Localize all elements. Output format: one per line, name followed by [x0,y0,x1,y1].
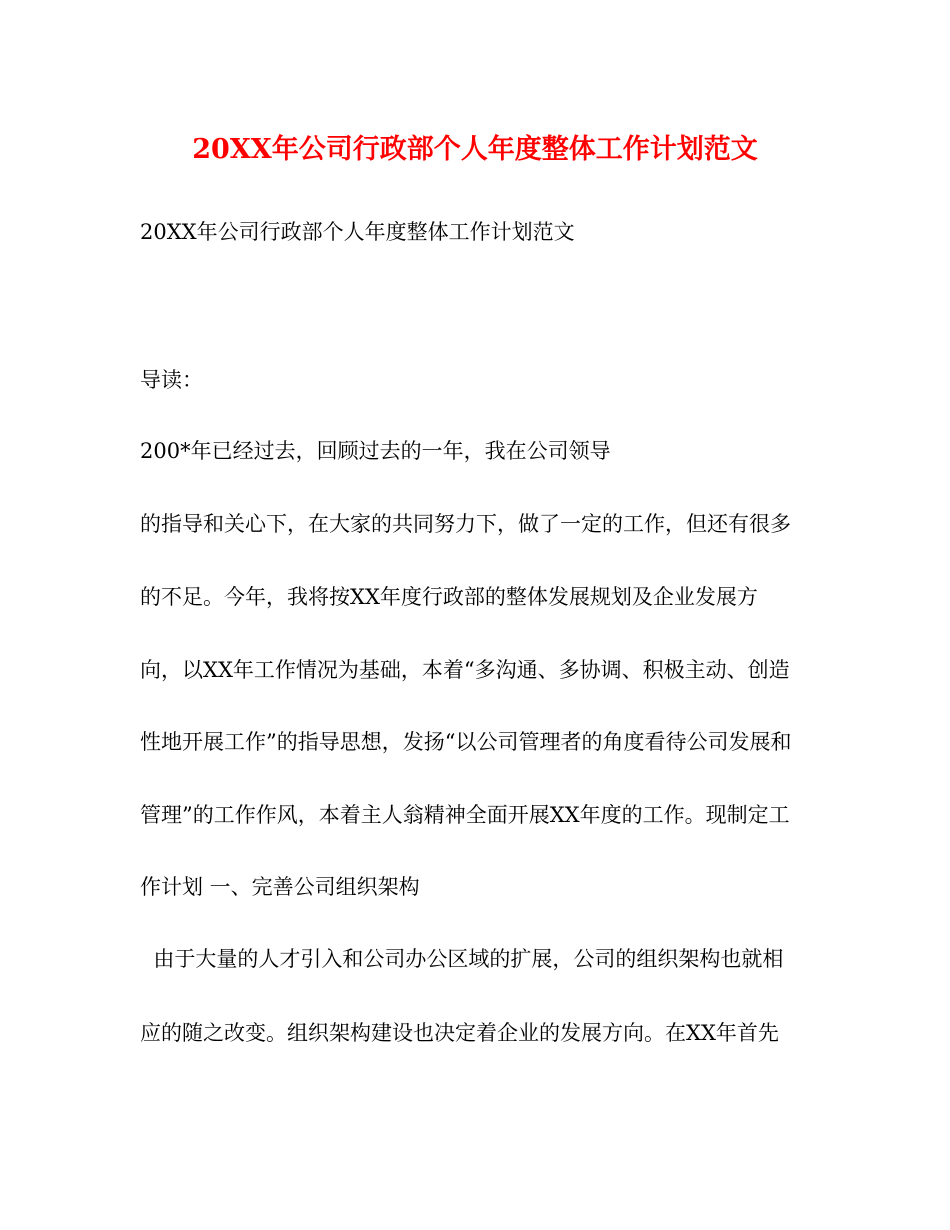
paragraph-line: 200*年已经过去，回顾过去的一年，我在公司领导 [140,439,611,463]
paragraph-line: 向，以XX年工作情况为基础，本着“多沟通、多协调、积极主动、创造 [140,658,790,682]
paragraph-line: 导读： [140,368,203,392]
paragraph-line: 由于大量的人才引入和公司办公区域的扩展，公司的组织架构也就相 [140,947,784,971]
document-subtitle: 20XX年公司行政部个人年度整体工作计划范文 [140,220,575,244]
paragraph-line: 作计划 一、完善公司组织架构 [140,875,420,899]
paragraph-line: 的指导和关心下，在大家的共同努力下，做了一定的工作，但还有很多 [140,512,791,536]
paragraph-line: 管理”的工作作风，本着主人翁精神全面开展XX年度的工作。现制定工 [140,803,790,827]
document-title: 20XX年公司行政部个人年度整体工作计划范文 [192,134,758,165]
paragraph-line: 性地开展工作”的指导思想，发扬“以公司管理者的角度看待公司发展和 [140,730,792,754]
paragraph-line: 应的随之改变。组织架构建设也决定着企业的发展方向。在XX年首先 [140,1021,779,1045]
paragraph-line: 的不足。今年，我将按XX年度行政部的整体发展规划及企业发展方 [140,585,758,609]
